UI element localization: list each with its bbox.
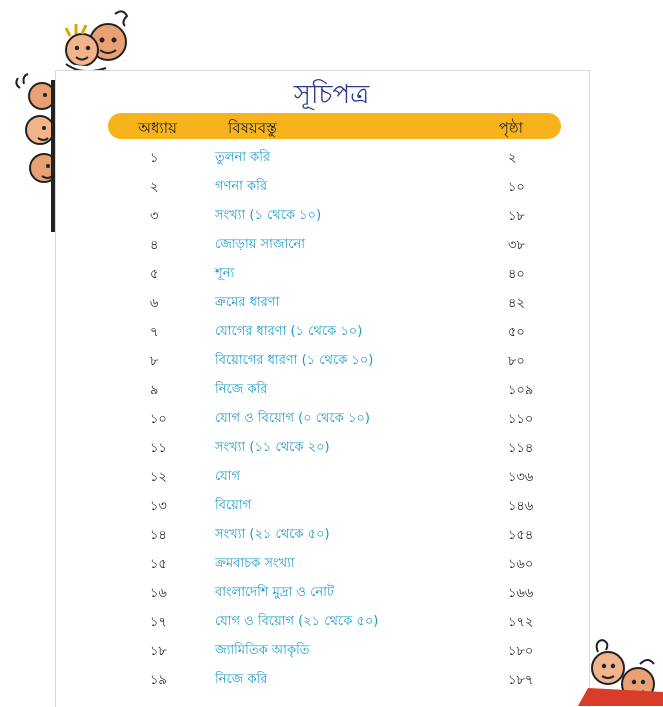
chapter-number: ৪ [150, 238, 159, 253]
page-number: ১৬০ [508, 557, 534, 572]
toc-row [0, 637, 663, 665]
chapter-number: ৩ [150, 209, 159, 224]
page-number: ১০ [508, 180, 525, 195]
chapter-number: ৮ [150, 354, 159, 369]
page-number: ৪০ [508, 267, 525, 282]
page-number: ১৫৪ [508, 528, 534, 543]
toc-row [0, 260, 663, 288]
toc-row [0, 463, 663, 491]
chapter-topic: শূন্য [215, 266, 235, 281]
cartoon-kids-bottom-right [578, 628, 663, 706]
page-number: ১৩৬ [508, 470, 534, 485]
toc-row [0, 144, 663, 172]
toc-row [0, 666, 663, 694]
page-number: ১৬৬ [508, 586, 534, 601]
page-title: সূচিপত্র [293, 80, 370, 110]
page-number: ১৭২ [508, 615, 534, 630]
chapter-number: ১৮ [150, 644, 167, 659]
page-number: ১৮৭ [508, 673, 534, 688]
toc-header-bar [108, 113, 561, 139]
page-number: ৮০ [508, 354, 525, 369]
chapter-number: ১১ [150, 441, 167, 456]
toc-row [0, 376, 663, 404]
chapter-topic: নিজে করি [215, 672, 268, 687]
toc-row [0, 173, 663, 201]
topic-column-header: বিষয়বস্তু [228, 119, 277, 137]
page-number: ২ [508, 151, 517, 166]
chapter-number: ১২ [150, 470, 167, 485]
chapter-number: ১ [150, 151, 159, 166]
page-number: ৩৮ [508, 238, 525, 253]
page-number: ৫০ [508, 325, 525, 340]
toc-row [0, 231, 663, 259]
page-column-header: পৃষ্ঠা [498, 119, 523, 137]
chapter-topic: বাংলাদেশি মুদ্রা ও নোট [215, 585, 335, 600]
chapter-number: ৭ [150, 325, 159, 340]
chapter-column-header: অধ্যায় [138, 119, 177, 137]
chapter-number: ১৭ [150, 615, 167, 630]
chapter-number: ৬ [150, 296, 159, 311]
chapter-topic: সংখ্যা (২১ থেকে ৫০) [215, 527, 330, 542]
chapter-topic: গণনা করি [215, 179, 268, 194]
page-number: ১০৯ [508, 383, 534, 398]
kid-face-icon [26, 116, 54, 144]
chapter-topic: যোগ [215, 469, 241, 484]
chapter-number: ১০ [150, 412, 167, 427]
page-number: ৪২ [508, 296, 525, 311]
chapter-number: ১৯ [150, 673, 167, 688]
toc-row [0, 318, 663, 346]
toc-row [0, 202, 663, 230]
chapter-number: ১৫ [150, 557, 167, 572]
toc-row [0, 347, 663, 375]
chapter-number: ১৬ [150, 586, 167, 601]
chapter-number: ৯ [150, 383, 159, 398]
chapter-topic: বিয়োগ [215, 498, 252, 513]
chapter-topic: সংখ্যা (১১ থেকে ২০) [215, 440, 330, 455]
page-number: ১৪৬ [508, 499, 534, 514]
chapter-number: ২ [150, 180, 159, 195]
chapter-topic: যোগের ধারণা (১ থেকে ১০) [215, 324, 363, 339]
chapter-topic: জোড়ায় সাজানো [215, 237, 306, 252]
toc-row [0, 521, 663, 549]
toc-row [0, 289, 663, 317]
toc-row [0, 492, 663, 520]
page-number: ১১৪ [508, 441, 534, 456]
chapter-topic: ক্রমবাচক সংখ্যা [215, 556, 295, 571]
toc-row [0, 579, 663, 607]
toc-row [0, 608, 663, 636]
toc-row [0, 550, 663, 578]
chapter-number: ১৩ [150, 499, 167, 514]
page-number: ১৮ [508, 209, 525, 224]
chapter-number: ১৪ [150, 528, 167, 543]
chapter-topic: যোগ ও বিয়োগ (২১ থেকে ৫০) [215, 614, 379, 629]
chapter-number: ৫ [150, 267, 159, 282]
chapter-topic: যোগ ও বিয়োগ (০ থেকে ১০) [215, 411, 370, 426]
chapter-topic: জ্যামিতিক আকৃতি [215, 643, 310, 658]
chapter-topic: সংখ্যা (১ থেকে ১০) [215, 208, 322, 223]
page-number: ১১০ [508, 412, 534, 427]
kid-face-icon [592, 640, 624, 684]
chapter-topic: বিয়োগের ধারণা (১ থেকে ১০) [215, 353, 374, 368]
toc-row [0, 405, 663, 433]
chapter-topic: তুলনা করি [215, 150, 271, 165]
chapter-topic: নিজে করি [215, 382, 268, 397]
page-number: ১৮০ [508, 644, 534, 659]
chapter-topic: ক্রমের ধারণা [215, 295, 280, 310]
toc-row [0, 434, 663, 462]
